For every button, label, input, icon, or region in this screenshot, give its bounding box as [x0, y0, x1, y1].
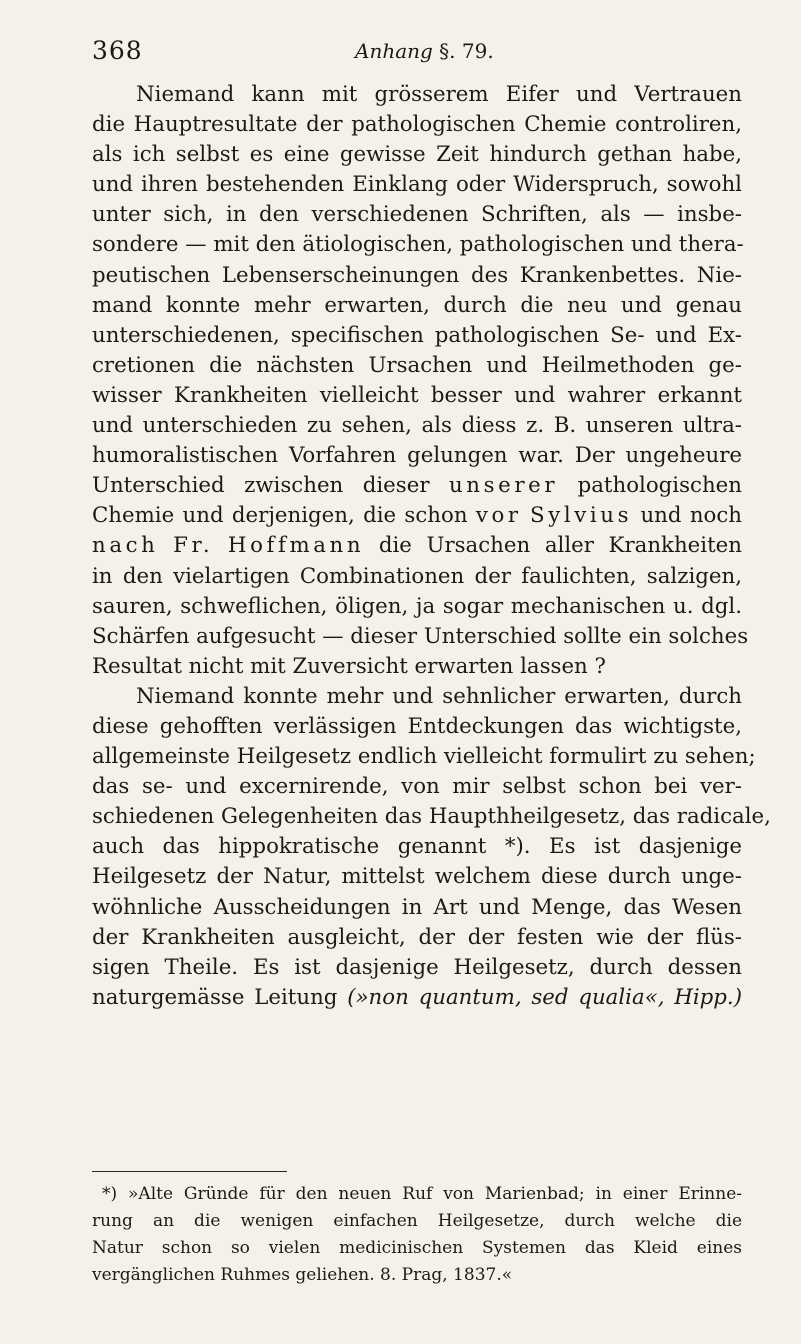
spaced-emphasis: Fr. — [173, 533, 214, 559]
text-line: sondere — mit den ätiologischen, pathologischen und thera- — [92, 232, 744, 258]
text-line: auch das hippokratische genannt *). Es ist dasjenige — [92, 834, 742, 860]
text-line: das se- und excernirende, von mir selbst schon bei ver- — [92, 774, 742, 800]
text-line — [92, 501, 742, 531]
text-run: die Ursachen aller Krankheiten — [364, 533, 742, 559]
text-line: allgemeinste Heilgesetz endlich vielleicht formulirt zu sehen; — [92, 744, 756, 770]
footnote-line: *) »Alte Gründe für den neuen Ruf von Marienbad; in einer Erinne- — [102, 1184, 742, 1204]
running-head — [0, 36, 801, 68]
spaced-emphasis: nach — [92, 533, 159, 559]
text-line: Resultat nicht mit Zuversicht erwarten lassen ? — [92, 653, 606, 679]
text-run: pathologischen — [558, 473, 742, 499]
latin-quote: (»non quantum, sed qualia«, Hipp.) — [347, 984, 743, 1010]
text-line: sauren, schweflichen, öligen, ja sogar mechanischen u. dgl. — [92, 593, 742, 619]
text-line: diese gehofften verlässigen Entdeckungen das wichtigste, — [92, 713, 742, 739]
text-run — [522, 503, 530, 528]
text-run: und noch — [632, 503, 742, 529]
text-line — [92, 471, 742, 501]
text-line — [92, 531, 742, 561]
text-line: Schärfen aufgesucht — dieser Unterschied sollte ein solches — [92, 623, 749, 649]
footnote-line: rung an die wenigen einfachen Heilgesetze, durch welche die — [92, 1211, 742, 1231]
text-run — [158, 533, 173, 558]
text-line: humoralistischen Vorfahren gelungen war. Der ungeheure — [92, 443, 742, 469]
text-line: cretionen die nächsten Ursachen und Heilmethoden ge- — [92, 352, 742, 378]
text-run: Chemie und derjenigen, die schon — [92, 503, 476, 529]
section-number: §. 79. — [432, 39, 494, 63]
text-line: unter sich, in den verschiedenen Schriften, als — insbe- — [92, 202, 742, 228]
text-line: in den vielartigen Combinationen der faulichten, salzigen, — [92, 563, 742, 589]
section-prefix: Anhang — [355, 39, 433, 63]
text-line: unterschiedenen, specifischen pathologischen Se- und Ex- — [92, 322, 742, 348]
footnote-line: vergänglichen Ruhmes geliehen. 8. Prag, 1837.« — [92, 1265, 513, 1285]
text-line: schiedenen Gelegenheiten das Haupthheilgesetz, das radicale, — [92, 804, 771, 830]
footnote — [92, 1181, 742, 1289]
spaced-emphasis: unserer — [448, 473, 559, 499]
text-line: die Hauptresultate der pathologischen Chemie controliren, — [92, 112, 742, 138]
text-line — [92, 983, 742, 1013]
text-line: peutischen Lebenserscheinungen des Krankenbettes. Nie- — [92, 262, 742, 288]
spaced-emphasis: Hoffmann — [227, 533, 365, 559]
text-run: Unterschied zwischen dieser — [92, 473, 449, 499]
footnote-rule — [92, 1171, 287, 1172]
text-run — [213, 533, 228, 558]
text-line: wisser Krankheiten vielleicht besser und wahrer erkannt — [92, 382, 742, 408]
text-line: mand konnte mehr erwarten, durch die neu und genau — [92, 292, 742, 318]
text-line: und unterschieden zu sehen, als diess z. B. unseren ultra- — [92, 413, 742, 439]
text-line: als ich selbst es eine gewisse Zeit hindurch gethan habe, — [92, 142, 742, 168]
footnote-line: Natur schon so vielen medicinischen Systemen das Kleid eines — [92, 1238, 742, 1258]
spaced-emphasis: Sylvius — [530, 503, 633, 529]
text-line: der Krankheiten ausgleicht, der der festen wie der flüs- — [92, 924, 742, 950]
text-line: Heilgesetz der Natur, mittelst welchem diese durch unge- — [92, 864, 742, 890]
text-line: wöhnliche Ausscheidungen in Art und Menge, das Wesen — [92, 894, 742, 920]
section-heading — [355, 39, 494, 63]
text-line: und ihren bestehenden Einklang oder Widerspruch, sowohl — [92, 172, 742, 198]
spaced-emphasis: vor — [475, 503, 522, 529]
text-line: Niemand kann mit grösserem Eifer und Vertrauen — [136, 82, 742, 107]
text-line: sigen Theile. Es ist dasjenige Heilgesetz, durch dessen — [92, 954, 742, 980]
text-line: Niemand konnte mehr und sehnlicher erwarten, durch — [136, 683, 742, 709]
page-number: 368 — [92, 36, 143, 65]
text-run: naturgemässe Leitung — [92, 984, 348, 1010]
main-text — [92, 80, 771, 1013]
